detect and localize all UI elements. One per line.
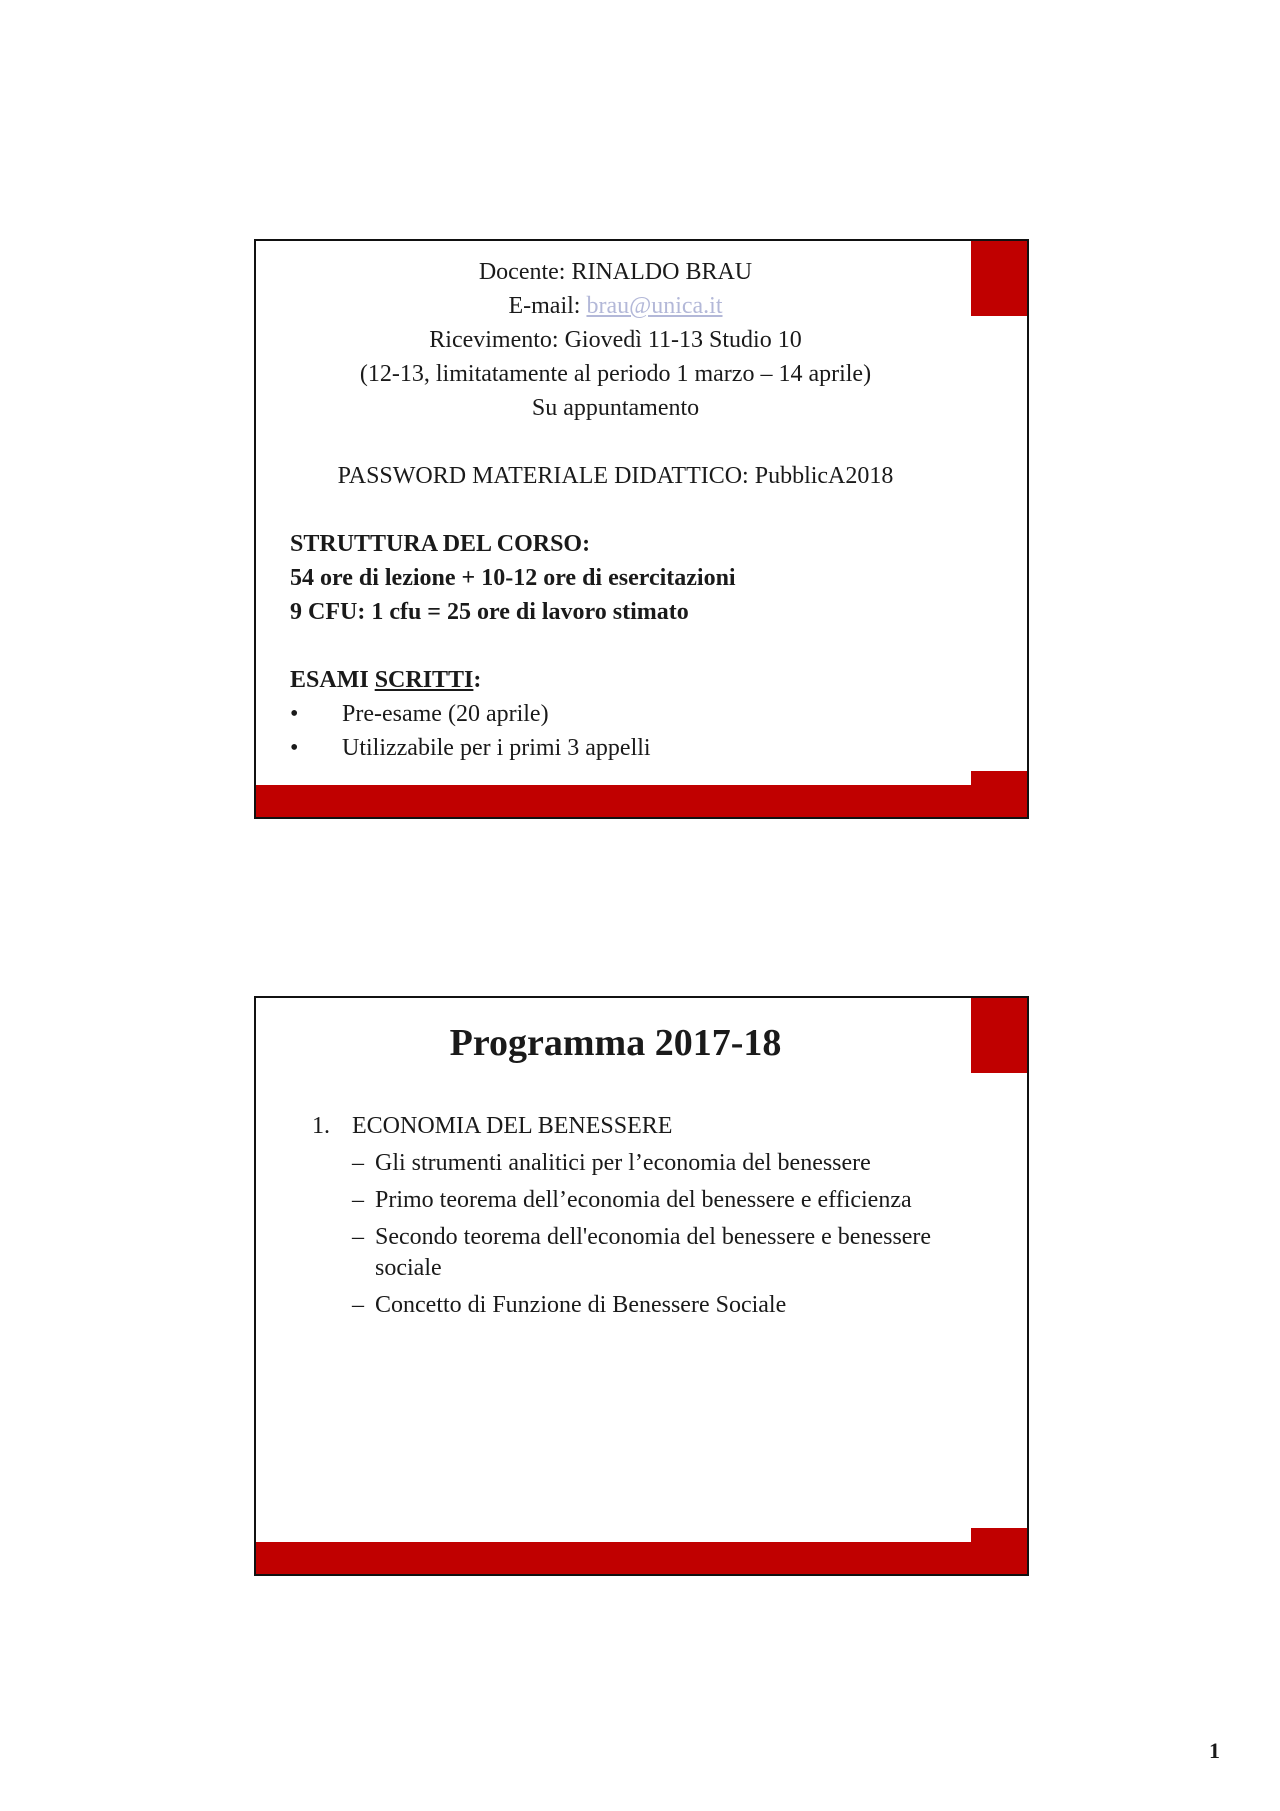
email-label: E-mail: <box>508 293 587 319</box>
sub-item: Concetto di Funzione di Benessere Sociale <box>375 1292 787 1318</box>
password-line: PASSWORD MATERIALE DIDATTICO: PubblicA2018 <box>337 463 894 489</box>
bullet-text: Pre-esame (20 aprile) <box>342 701 549 727</box>
red-corner-top <box>971 241 1027 316</box>
exams-label-c: : <box>473 667 482 693</box>
slide-course-info <box>254 239 1029 819</box>
slide-program <box>254 996 1029 1576</box>
list-item <box>290 697 549 731</box>
teacher-line: Docente: RINALDO BRAU <box>478 259 753 285</box>
dash-icon: – <box>352 1224 364 1250</box>
exams-label-a: ESAMI <box>290 667 375 693</box>
reception-line: Ricevimento: Giovedì 11-13 Studio 10 <box>429 327 802 353</box>
dash-icon: – <box>352 1292 364 1318</box>
email-line <box>256 289 975 323</box>
red-bottom-bar <box>256 1542 974 1574</box>
page-number: 1 <box>1209 1738 1220 1763</box>
sub-item: Gli strumenti analitici per l’economia del benessere <box>375 1150 871 1176</box>
dash-icon: – <box>352 1150 364 1176</box>
list-item <box>290 731 651 765</box>
bullet-text: Utilizzabile per i primi 3 appelli <box>342 735 651 761</box>
item-number: 1. <box>312 1113 330 1139</box>
email-link[interactable]: brau@unica.it <box>586 293 723 319</box>
bullet-icon: • <box>290 701 299 727</box>
red-corner-bottom <box>971 1528 1027 1574</box>
slide-title: Programma 2017-18 <box>449 1022 782 1064</box>
exams-heading <box>290 663 481 697</box>
red-bottom-bar <box>256 785 974 817</box>
appointment-line: Su appuntamento <box>531 395 700 421</box>
structure-hours: 54 ore di lezione + 10-12 ore di esercitazioni <box>290 565 736 591</box>
bullet-icon: • <box>290 735 299 761</box>
red-corner-top <box>971 998 1027 1073</box>
exams-label-b: SCRITTI <box>374 667 474 693</box>
red-corner-bottom <box>971 771 1027 817</box>
structure-title: STRUTTURA DEL CORSO: <box>290 531 591 557</box>
sub-item-continued: sociale <box>375 1255 442 1281</box>
structure-cfu: 9 CFU: 1 cfu = 25 ore di lavoro stimato <box>290 599 689 625</box>
item-title: ECONOMIA DEL BENESSERE <box>352 1113 673 1139</box>
dash-icon: – <box>352 1187 364 1213</box>
sub-item: Secondo teorema dell'economia del benessere e benessere <box>375 1224 932 1250</box>
reception-note: (12-13, limitatamente al periodo 1 marzo – 14 aprile) <box>359 361 872 387</box>
sub-item: Primo teorema dell’economia del benessere e efficienza <box>375 1187 912 1213</box>
